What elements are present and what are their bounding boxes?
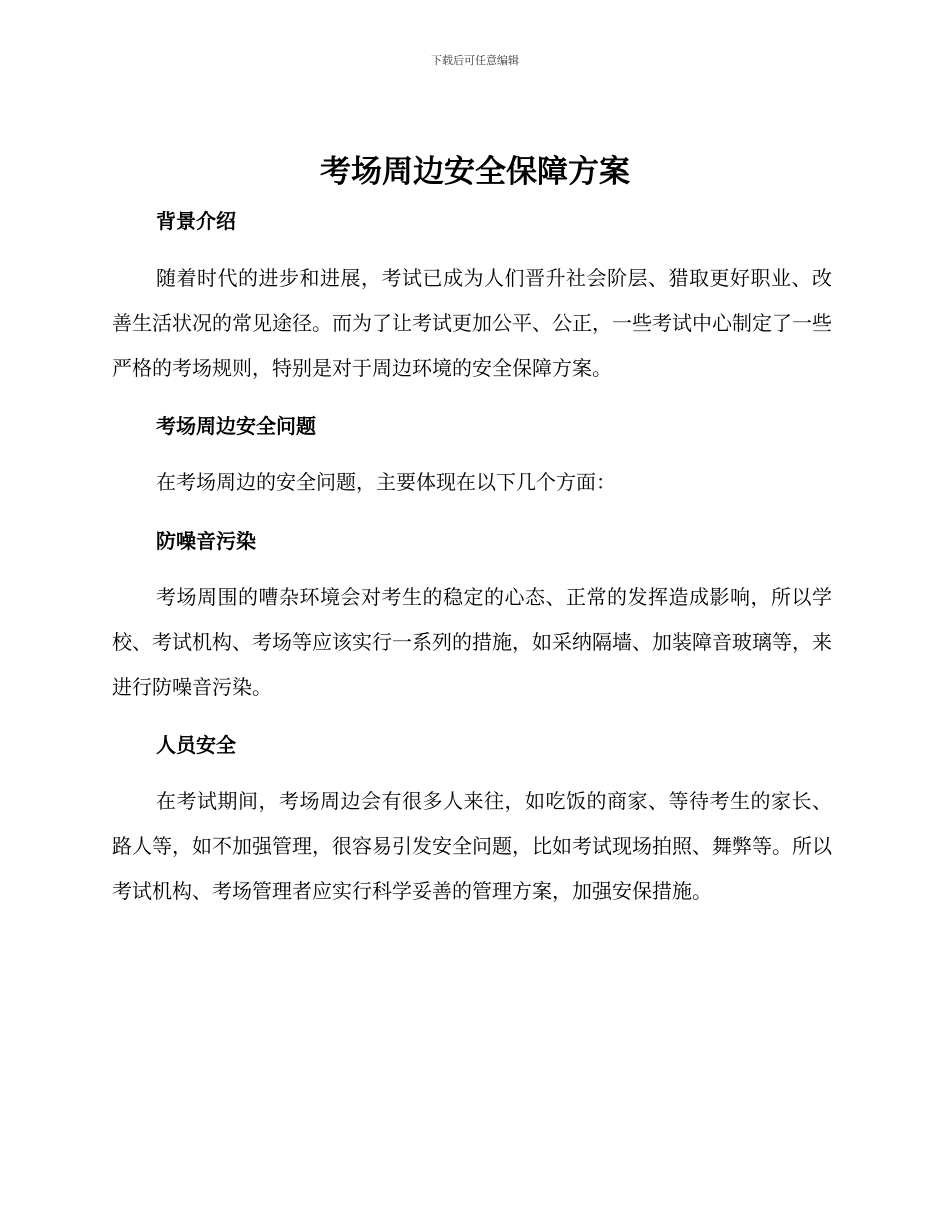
- section-heading-safety-issues: 考场周边安全问题: [156, 414, 316, 438]
- section-heading-noise-prevention: 防噪音污染: [156, 529, 256, 553]
- page-header-note: 下载后可任意编辑: [431, 54, 519, 67]
- section-paragraph-personnel-safety: 在考试期间，考场周边会有很多人来往，如吃饭的商家、等待考生的家长、路人等，如不加强管理，很容易引发安全问题，比如考试现场拍照、舞弊等。所以考试机构、考场管理者应实行科学妥善的管理方案，加强安保措施。: [112, 789, 832, 903]
- section-heading-personnel-safety: 人员安全: [156, 733, 236, 757]
- section-paragraph-noise-prevention: 考场周围的嘈杂环境会对考生的稳定的心态、正常的发挥造成影响，所以学校、考试机构、考场等应该实行一系列的措施，如采纳隔墙、加装障音玻璃等，来进行防噪音污染。: [112, 585, 832, 699]
- document-title: 考场周边安全保障方案: [320, 154, 630, 190]
- section-heading-background: 背景介绍: [156, 209, 236, 233]
- section-paragraph-safety-issues: 在考场周边的安全问题，主要体现在以下几个方面：: [156, 470, 616, 494]
- section-paragraph-background: 随着时代的进步和进展，考试已成为人们晋升社会阶层、猎取更好职业、改善生活状况的常见途径。而为了让考试更加公平、公正，一些考试中心制定了一些严格的考场规则，特别是对于周边环境的安全保障方案。: [112, 266, 832, 380]
